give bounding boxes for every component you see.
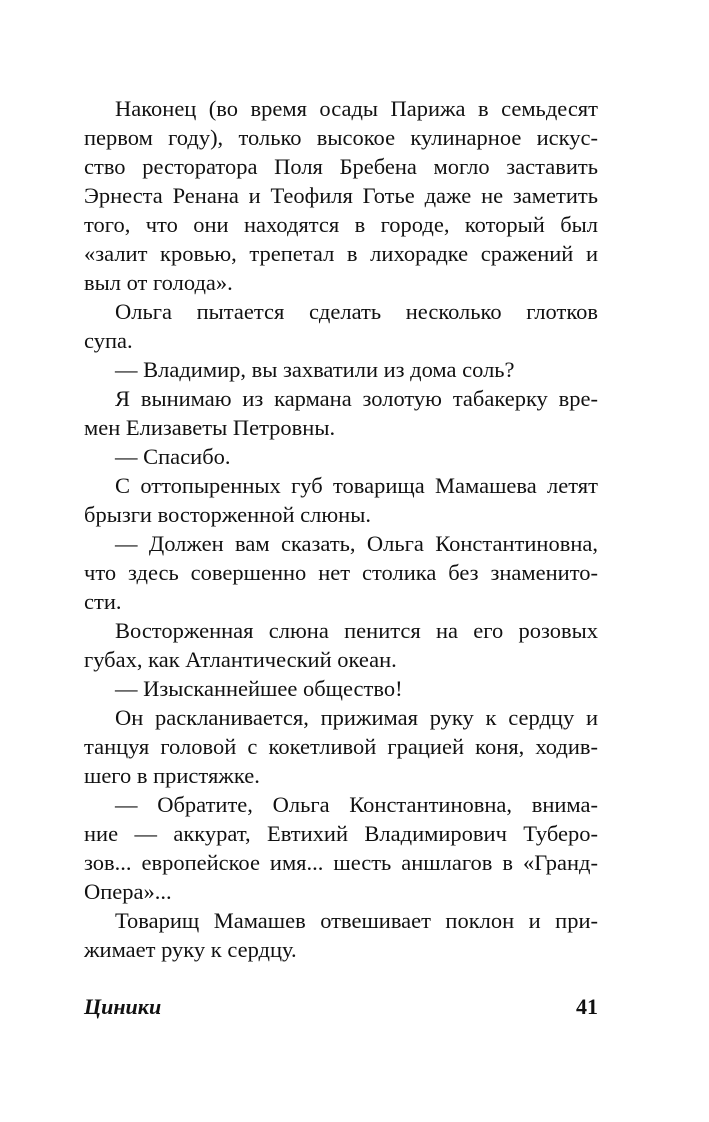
text-line: — Владимир, вы захватили из дома соль? [115, 357, 515, 382]
text-line: шего в пристяжке. [84, 763, 260, 788]
paragraph-4 [84, 384, 598, 442]
text-line: «залит кровью, трепетал в лихорадке сражений и [84, 241, 598, 266]
text-line: жимает руку к сердцу. [84, 937, 297, 962]
page-footer [84, 994, 598, 1024]
paragraph-7 [84, 529, 598, 616]
paragraph-5 [84, 442, 598, 471]
text-line: сти. [84, 589, 122, 614]
text-line: первом году), только высокое кулинарное искус- [84, 125, 598, 150]
text-line: — Спасибо. [115, 444, 231, 469]
text-line: мен Елизаветы Петровны. [84, 415, 336, 440]
text-line: ство ресторатора Поля Бребена могло заставить [84, 154, 598, 179]
text-line: Я вынимаю из кармана золотую табакерку вре- [115, 386, 598, 411]
paragraph-1 [84, 94, 598, 297]
text-line: что здесь совершенно нет столика без знаменито- [84, 560, 598, 585]
page-number: 41 [576, 994, 598, 1019]
text-line: Он раскланивается, прижимая руку к сердцу и [115, 705, 598, 730]
text-line: — Должен вам сказать, Ольга Константиновна, [115, 531, 598, 556]
body-text [84, 94, 598, 964]
text-line: Восторженная слюна пенится на его розовых [115, 618, 598, 643]
paragraph-10 [84, 703, 598, 790]
text-line: танцуя головой с кокетливой грацией коня, ходив- [84, 734, 598, 759]
paragraph-2 [84, 297, 598, 355]
text-line: Товарищ Мамашев отвешивает поклон и при- [115, 908, 598, 933]
paragraph-6 [84, 471, 598, 529]
text-line: Эрнеста Ренана и Теофиля Готье даже не заметить [84, 183, 598, 208]
text-line: выл от голода». [84, 270, 233, 295]
paragraph-8 [84, 616, 598, 674]
text-line: — Изысканнейшее общество! [115, 676, 403, 701]
paragraph-11 [84, 790, 598, 906]
text-line: губах, как Атлантический океан. [84, 647, 397, 672]
text-line: Наконец (во время осады Парижа в семьдесят [115, 96, 598, 121]
paragraph-3 [84, 355, 598, 384]
text-line: зов... европейское имя... шесть аншлагов в «Гранд- [84, 850, 598, 875]
text-line: супа. [84, 328, 133, 353]
paragraph-12 [84, 906, 598, 964]
text-line: — Обратите, Ольга Константиновна, внима- [115, 792, 598, 817]
text-line: того, что они находятся в городе, который был [84, 212, 598, 237]
running-title: Циники [84, 994, 162, 1019]
text-line: Ольга пытается сделать несколько глотков [115, 299, 598, 324]
text-line: ние — аккурат, Евтихий Владимирович Туберо- [84, 821, 598, 846]
paragraph-9 [84, 674, 598, 703]
text-line: Опера»... [84, 879, 172, 904]
text-line: С оттопыренных губ товарища Мамашева летят [115, 473, 598, 498]
text-line: брызги восторженной слюны. [84, 502, 371, 527]
